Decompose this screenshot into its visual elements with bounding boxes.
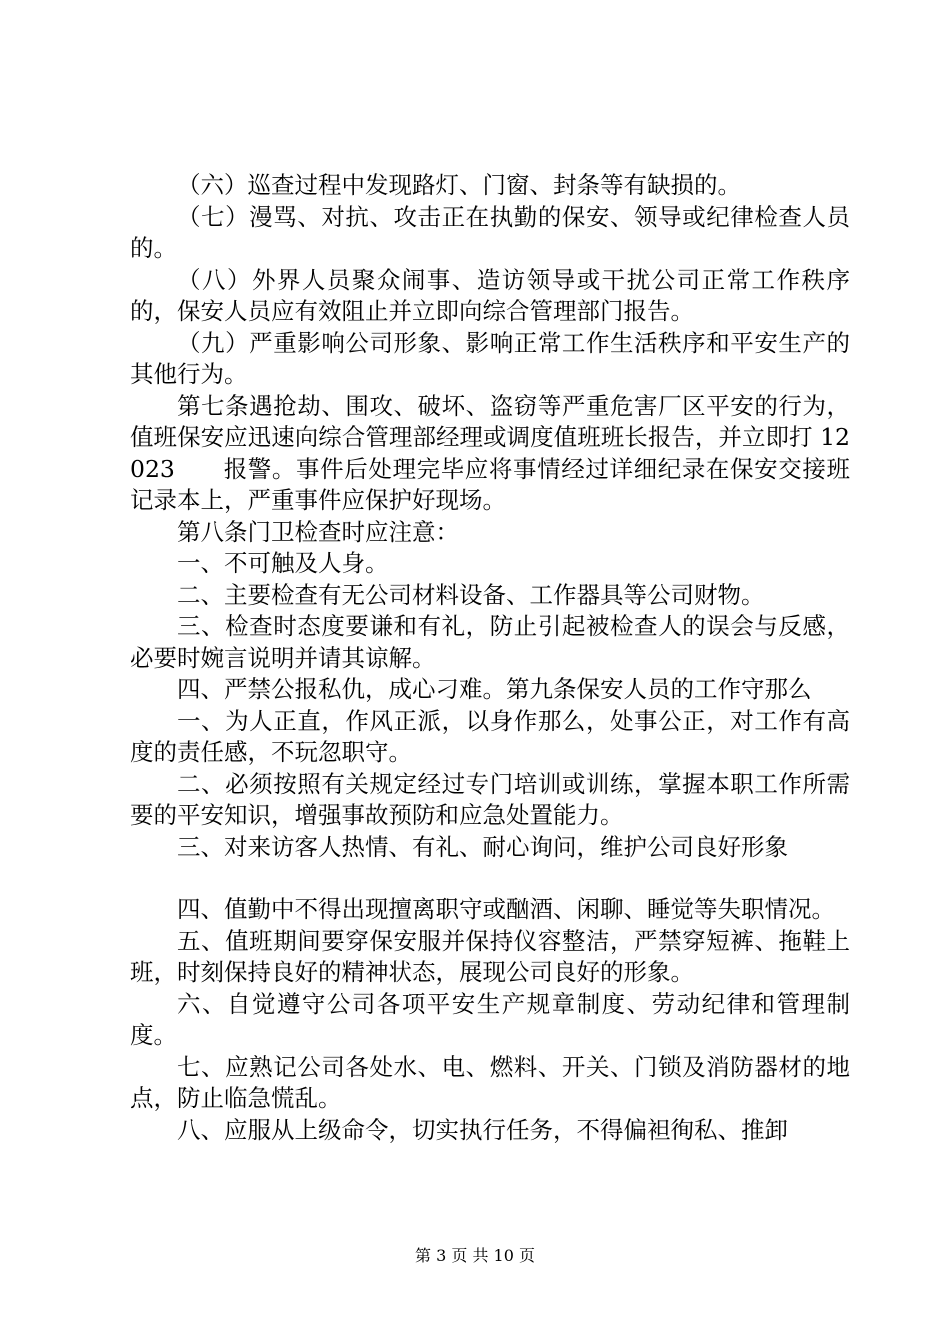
paragraph: 七、应熟记公司各处水、电、燃料、开关、门锁及消防器材的地点，防止临急慌乱。 xyxy=(130,1052,850,1112)
blank-line xyxy=(130,863,850,894)
paragraph: 八、应服从上级命令，切实执行任务，不得偏袒徇私、推卸 xyxy=(177,1115,788,1144)
page-number-footer: 第 3 页 共 10 页 xyxy=(415,1246,535,1265)
paragraph: 三、对来访客人热情、有礼、耐心询问，维护公司良好形象 xyxy=(177,832,788,861)
paragraph: 一、不可触及人身。 xyxy=(177,549,389,577)
paragraph: 六、自觉遵守公司各项平安生产规章制度、劳动纪律和管理制度。 xyxy=(130,989,850,1049)
paragraph: （六）巡查过程中发现路灯、门窗、封条等有缺损的。 xyxy=(177,171,741,199)
paragraph: 一、为人正直，作风正派，以身作那么，处事公正，对工作有高度的责任感，不玩忽职守。 xyxy=(130,706,850,766)
paragraph: （七）漫骂、对抗、攻击正在执勤的保安、领导或纪律检查人员的。 xyxy=(130,202,850,262)
paragraph: 二、主要检查有无公司材料设备、工作器具等公司财物。 xyxy=(177,580,765,609)
paragraph: 二、必须按照有关规定经过专门培训或训练，掌握本职工作所需要的平安知识，增强事故预防和应急处置能力。 xyxy=(130,769,850,829)
paragraph: 四、严禁公报私仇，成心刁难。第九条保安人员的工作守那么 xyxy=(177,675,812,703)
paragraph: 五、值班期间要穿保安服并保持仪容整洁，严禁穿短裤、拖鞋上班，时刻保持良好的精神状态，展现公司良好的形象。 xyxy=(130,926,850,986)
document-body xyxy=(130,170,850,1146)
paragraph: 第八条门卫检查时应注意： xyxy=(177,517,459,546)
paragraph: 三、检查时态度要谦和有礼，防止引起被检查人的误会与反感，必要时婉言说明并请其谅解。 xyxy=(130,612,850,672)
paragraph: （九）严重影响公司形象、影响正常工作生活秩序和平安生产的其他行为。 xyxy=(130,328,850,388)
paragraph: 四、值勤中不得出现擅离职守或酗酒、闲聊、睡觉等失职情况。 xyxy=(177,895,835,923)
paragraph: 第七条遇抢劫、围攻、破坏、盗窃等严重危害厂区平安的行为，值班保安应迅速向综合管理部经理或调度值班班长报告，并立即打 12023 报警。事件后处理完毕应将事情经过详细纪录在保安交接班记录本上，严重事件应保护好现场。 xyxy=(130,391,850,514)
paragraph: （八）外界人员聚众闹事、造访领导或干扰公司正常工作秩序的，保安人员应有效阻止并立即向综合管理部门报告。 xyxy=(130,265,850,325)
